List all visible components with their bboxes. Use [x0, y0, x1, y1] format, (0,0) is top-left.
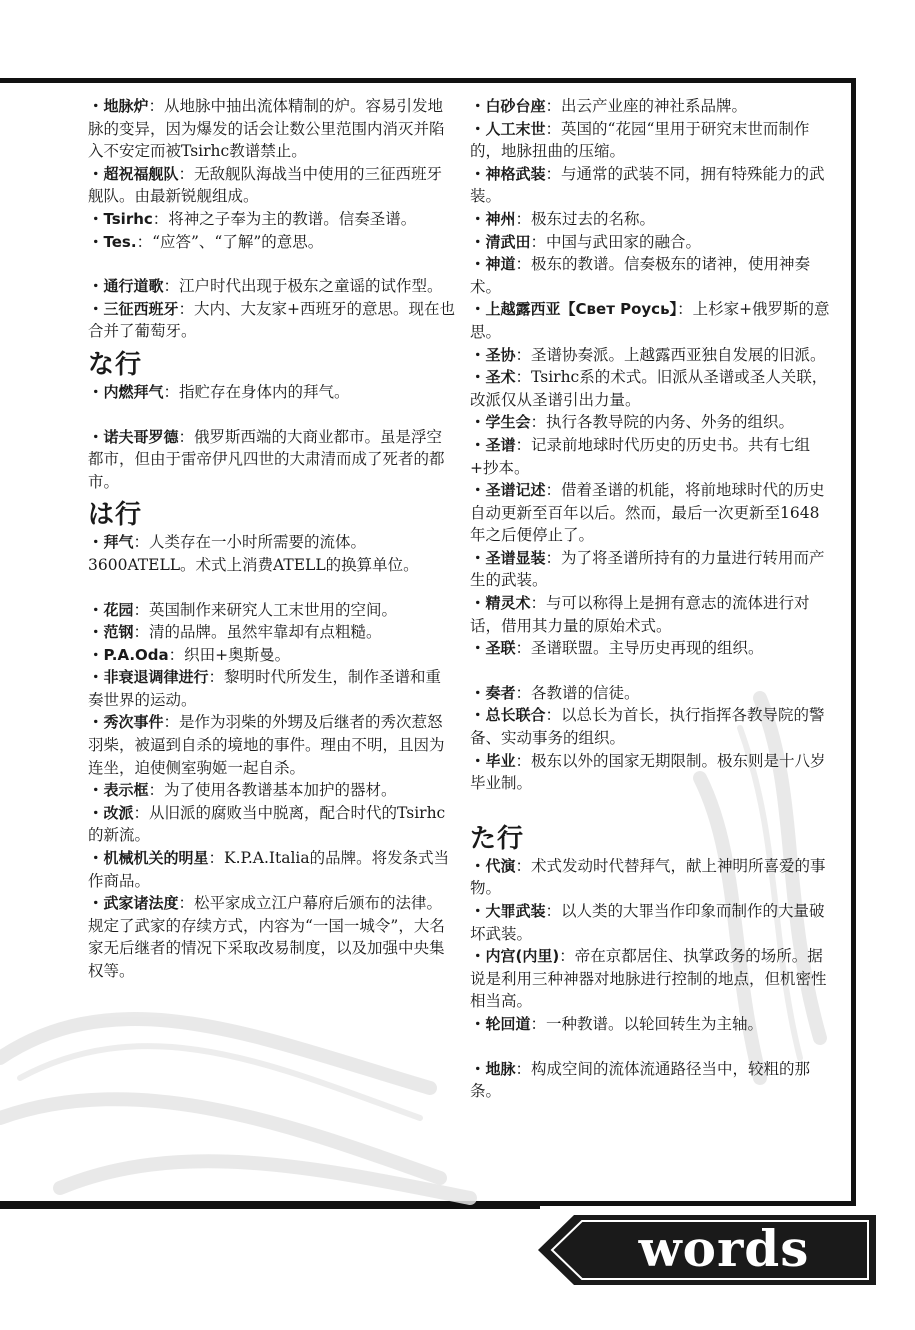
glossary-entry [88, 208, 456, 231]
entry-term: P.A.Oda [103, 645, 169, 664]
spacer [88, 577, 456, 599]
entry-definition: ：指贮存在身体内的拜气。 [163, 382, 350, 401]
entry-definition: ：松平家成立江户幕府后颁布的法律。规定了武家的存续方式，内容为“一国一城令”，大名家无后继者的情况下采取改易制度，以及加强中央集权等。 [88, 894, 445, 980]
bullet-icon: ・ [88, 713, 104, 732]
entry-definition: ：Tsirhc系的术式。旧派从圣谱或圣人关联，改派仅从圣谱引出力量。 [470, 368, 828, 409]
bullet-icon: ・ [88, 623, 104, 642]
entry-definition: ：与通常的武装不同，拥有特殊能力的武装。 [470, 164, 825, 206]
bullet-icon: ・ [88, 277, 104, 296]
left-column [88, 95, 456, 983]
glossary-entry [470, 945, 830, 1013]
glossary-entry [470, 1058, 830, 1103]
glossary-entry [470, 344, 830, 367]
bullet-icon: ・ [470, 232, 486, 251]
entry-term: 白砂台座 [485, 97, 546, 115]
entry-term: 神格武装 [485, 164, 546, 183]
entry-term: 代演 [485, 856, 516, 875]
bullet-icon: ・ [470, 413, 486, 432]
bullet-icon: ・ [470, 435, 486, 454]
entry-definition: ：极东的教谱。信奏极东的诸神，使用神奏术。 [470, 255, 811, 296]
glossary-entry [470, 637, 830, 660]
bullet-icon: ・ [470, 300, 486, 319]
glossary-entry [470, 704, 830, 749]
entry-term: 圣谱记述 [485, 481, 546, 500]
glossary-entry [88, 95, 456, 163]
entry-term: 表示框 [103, 781, 149, 800]
entry-definition: ：一种教谱。以轮回转生为主轴。 [530, 1014, 764, 1033]
glossary-entry [470, 118, 830, 163]
bullet-icon: ・ [88, 645, 104, 664]
glossary-entry [88, 666, 456, 711]
entry-term: Tes. [103, 232, 137, 251]
glossary-entry [88, 847, 456, 892]
entry-definition: ：极东过去的名称。 [515, 209, 656, 228]
glossary-entry [470, 411, 830, 434]
bullet-icon: ・ [470, 119, 486, 138]
entry-term: 神道 [485, 255, 516, 274]
glossary-entry [88, 779, 456, 802]
glossary-entry [470, 1013, 830, 1036]
entry-term: 上越露西亚【Свет Роусь】 [485, 300, 678, 319]
bullet-icon: ・ [470, 639, 486, 658]
spacer [88, 404, 456, 426]
glossary-entry [470, 253, 830, 298]
bullet-icon: ・ [470, 594, 486, 613]
bullet-icon: ・ [470, 1014, 486, 1033]
entry-definition: ：中国与武田家的融合。 [530, 232, 702, 251]
section-heading: な行 [88, 349, 143, 380]
glossary-entry [88, 711, 456, 779]
entry-definition: ：英国制作来研究人工末世用的空间。 [133, 600, 398, 619]
entry-definition: ：K.P.A.Italia的品牌。将发条式当作商品。 [88, 849, 450, 890]
entry-term: 非衰退调律进行 [103, 668, 209, 687]
glossary-entry [470, 366, 830, 411]
entry-definition: ：将神之子奉为主的教谱。信奏圣谱。 [152, 209, 417, 228]
bullet-icon: ・ [88, 668, 104, 687]
bullet-icon: ・ [470, 481, 486, 500]
bullet-icon: ・ [470, 751, 486, 770]
entry-definition: ：以人类的大罪当作印象而制作的大量破坏武装。 [470, 902, 825, 943]
bullet-icon: ・ [88, 164, 104, 183]
glossary-entry [88, 802, 456, 847]
glossary-entry [88, 298, 456, 343]
entry-term: 地脉 [485, 1059, 516, 1078]
bullet-icon: ・ [470, 209, 486, 228]
spacer [470, 795, 830, 817]
glossary-entry [88, 644, 456, 667]
entry-term: 诺夫哥罗德 [103, 427, 179, 446]
entry-definition: ：与可以称得上是拥有意志的流体进行对话，借用其力量的原始术式。 [470, 594, 810, 635]
bullet-icon: ・ [470, 164, 486, 183]
bullet-icon: ・ [470, 683, 486, 702]
entry-definition: ：记录前地球时代历史的历史书。共有七组+抄本。 [470, 435, 811, 477]
entry-definition: ：人类存在一小时所需要的流体。3600ATELL。术式上消费ATELL的换算单位。 [88, 533, 419, 574]
bullet-icon: ・ [88, 803, 104, 822]
glossary-entry [470, 547, 830, 592]
bullet-icon: ・ [470, 255, 486, 274]
glossary-entry [470, 750, 830, 795]
glossary-entry [88, 426, 456, 494]
glossary-entry [88, 231, 456, 254]
bullet-icon: ・ [88, 382, 104, 401]
entry-term: 秀次事件 [103, 713, 164, 732]
bullet-icon: ・ [88, 849, 104, 868]
glossary-entry [470, 434, 830, 479]
entry-definition: ：黎明时代所发生，制作圣谱和重奏世界的运动。 [88, 668, 442, 709]
glossary-entry [88, 275, 456, 298]
bullet-icon: ・ [470, 548, 486, 567]
spacer [470, 660, 830, 682]
bullet-icon: ・ [470, 902, 486, 920]
entry-definition: ：俄罗斯西端的大商业都市。虽是浮空都市，但由于雷帝伊凡四世的大肃清而成了死者的都市。 [88, 427, 445, 491]
entry-definition: ：构成空间的流体流通路径当中，较粗的那条。 [470, 1059, 811, 1101]
entry-definition: ：是作为羽柴的外甥及后继者的秀次惹怒羽柴，被逼到自杀的境地的事件。理由不明，且因为连坐，迫使侧室驹姬一起自杀。 [88, 713, 445, 777]
entry-definition: ：圣谱协奏派。上越露西亚独自发展的旧派。 [515, 345, 826, 364]
entry-term: 清武田 [485, 232, 531, 251]
glossary-entry [470, 900, 830, 945]
bottom-rule [0, 1206, 540, 1209]
entry-term: 超祝福舰队 [103, 164, 179, 183]
entry-term: 内宫(内里) [485, 947, 560, 966]
entry-term: 毕业 [485, 751, 516, 770]
entry-definition: ：各教谱的信徒。 [515, 683, 640, 702]
section-heading: は行 [88, 500, 143, 531]
entry-term: 范钢 [103, 623, 134, 642]
entry-term: 圣术 [485, 368, 516, 387]
entry-term: 圣协 [485, 345, 516, 364]
entry-term: 大罪武装 [485, 902, 546, 920]
entry-definition: ：“应答”、“了解”的意思。 [136, 232, 324, 251]
entry-term: 圣谱显装 [485, 548, 546, 567]
right-column [470, 95, 830, 1103]
entry-definition: ：上杉家+俄罗斯的意思。 [470, 300, 830, 341]
glossary-entry [470, 163, 830, 208]
bullet-icon: ・ [470, 706, 486, 725]
entry-definition: ：无敌舰队海战当中使用的三征西班牙舰队。由最新锐舰组成。 [88, 164, 443, 206]
glossary-entry [470, 592, 830, 637]
glossary-entry [470, 855, 830, 900]
bullet-icon: ・ [470, 947, 486, 966]
bullet-icon: ・ [88, 97, 104, 115]
bullet-icon: ・ [470, 97, 486, 115]
glossary-entry [470, 298, 830, 343]
entry-definition: ：执行各教导院的内务、外务的组织。 [530, 413, 795, 432]
entry-definition: ：帝在京都居住、执掌政务的场所。据说是利用三种神器对地脉进行控制的地点，但机密性相当高。 [470, 947, 827, 1011]
entry-term: 神州 [485, 209, 516, 228]
glossary-entry [88, 163, 456, 208]
entry-definition: ：大内、大友家+西班牙的意思。现在也合并了葡萄牙。 [88, 299, 456, 341]
entry-term: 总长联合 [485, 706, 546, 725]
bullet-icon: ・ [470, 368, 486, 387]
bullet-icon: ・ [88, 533, 104, 552]
entry-term: 人工末世 [485, 119, 546, 138]
glossary-entry [88, 531, 456, 576]
glossary-entry [470, 479, 830, 547]
entry-term: 圣谱 [485, 435, 516, 454]
entry-term: 奏者 [485, 683, 516, 702]
glossary-entry [88, 381, 456, 404]
entry-definition: ：从地脉中抽出流体精制的炉。容易引发地脉的变异，因为爆发的话会让数公里范围内消灭并陷入不安定而被Tsirhc教谱禁止。 [88, 97, 445, 161]
bullet-icon: ・ [470, 1059, 486, 1078]
glossary-entry [470, 682, 830, 705]
entry-definition: ：江户时代出现于极东之童谣的试作型。 [163, 277, 443, 296]
bullet-icon: ・ [88, 427, 104, 446]
entry-definition: ：借着圣谱的机能，将前地球时代的历史自动更新至百年以后。然而，最后一次更新至1648年之后便停止了。 [470, 481, 825, 545]
spacer [470, 1036, 830, 1058]
entry-term: 精灵术 [485, 594, 531, 613]
entry-definition: ：出云产业座的神社系品牌。 [545, 97, 748, 115]
entry-definition: ：圣谱联盟。主导历史再现的组织。 [515, 639, 764, 658]
entry-term: 拜气 [103, 533, 134, 552]
entry-term: 武家诸法度 [103, 894, 179, 913]
entry-definition: ：以总长为首长，执行指挥各教导院的警备、实动事务的组织。 [470, 706, 825, 748]
bullet-icon: ・ [88, 209, 104, 228]
entry-definition: ：极东以外的国家无期限制。极东则是十八岁毕业制。 [470, 751, 826, 793]
entry-definition: ：为了使用各教谱基本加护的器材。 [148, 781, 397, 800]
entry-term: 地脉炉 [103, 97, 149, 115]
entry-term: 三征西班牙 [103, 299, 179, 318]
glossary-entry [88, 892, 456, 982]
bullet-icon: ・ [88, 600, 104, 619]
entry-term: Tsirhc [103, 209, 153, 228]
bullet-icon: ・ [88, 232, 104, 251]
entry-term: 轮回道 [485, 1014, 531, 1033]
spacer [88, 253, 456, 275]
entry-term: 花园 [103, 600, 134, 619]
bullet-icon: ・ [88, 781, 104, 800]
bullet-icon: ・ [88, 299, 104, 318]
section-heading: た行 [470, 823, 525, 854]
entry-definition: ：从旧派的腐败当中脱离，配合时代的Tsirhc的新流。 [88, 803, 446, 845]
bullet-icon: ・ [470, 856, 486, 875]
glossary-entry [470, 208, 830, 231]
glossary-entry [88, 621, 456, 644]
entry-term: 学生会 [485, 413, 531, 432]
entry-term: 圣联 [485, 639, 516, 658]
entry-definition: ：术式发动时代替拜气，献上神明所喜爱的事物。 [470, 856, 826, 898]
glossary-entry [88, 599, 456, 622]
entry-definition: ：清的品牌。虽然牢靠却有点粗糙。 [133, 623, 382, 642]
entry-term: 内燃拜气 [103, 382, 164, 401]
words-tab-label: words [638, 1219, 810, 1278]
entry-definition: ：为了将圣谱所持有的力量进行转用而产生的武装。 [470, 548, 825, 590]
glossary-entry [470, 95, 830, 118]
entry-term: 机械机关的明星 [103, 849, 209, 868]
entry-term: 改派 [103, 803, 134, 822]
entry-definition: ：织田+奥斯曼。 [168, 645, 291, 664]
entry-definition: ：英国的“花园“里用于研究末世而制作的，地脉扭曲的压缩。 [470, 119, 810, 161]
bullet-icon: ・ [88, 894, 104, 913]
entry-term: 通行道歌 [103, 277, 164, 296]
glossary-entry [470, 231, 830, 254]
bullet-icon: ・ [470, 345, 486, 364]
